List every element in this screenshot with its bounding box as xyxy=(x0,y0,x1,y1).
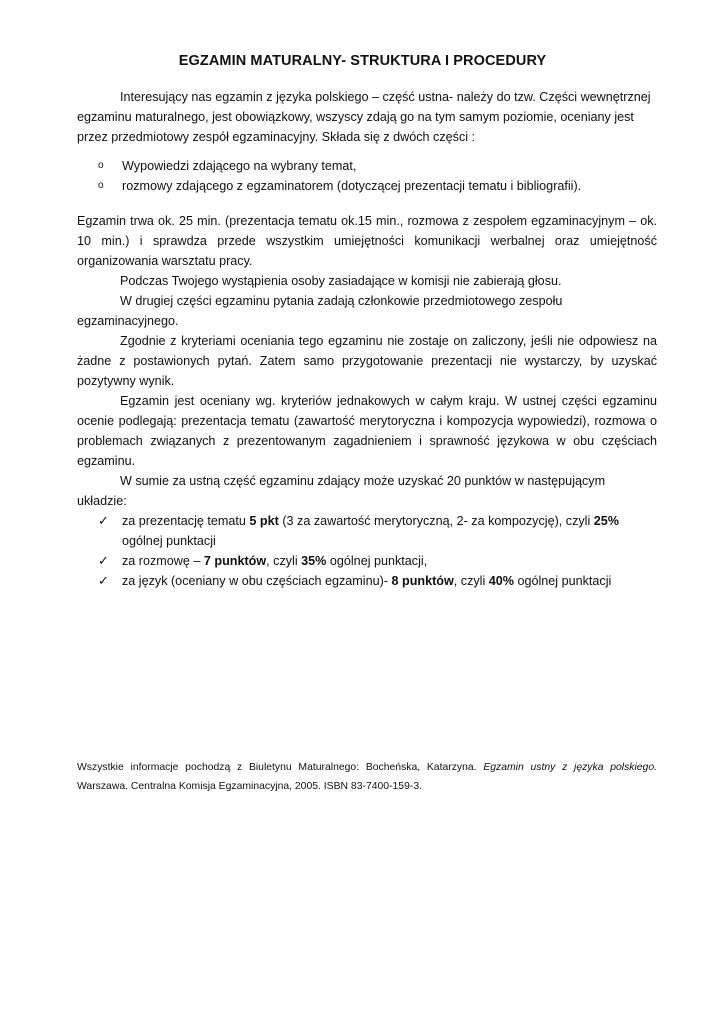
scoring-text: za rozmowę – xyxy=(122,554,204,568)
criteria-paragraph: Zgodnie z kryteriami oceniania tego egzaminu nie zostaje on zaliczony, jeśli nie odpowiesz na żadne z postawionych pytań. Zatem samo przygotowanie prezentacji nie wystarczy, by uzyskać pozytywny wynik. xyxy=(77,334,657,388)
scoring-points: 5 pkt xyxy=(249,514,279,528)
list-item-text: Wypowiedzi zdającego na wybrany temat, xyxy=(122,159,357,173)
circle-bullet-icon: o xyxy=(98,180,104,191)
scoring-text: za język (oceniany w obu częściach egzaminu)- xyxy=(122,574,392,588)
scoring-text: , czyli xyxy=(453,574,489,588)
scoring-percent: 25% xyxy=(593,514,619,528)
intro-paragraph: Interesujący nas egzamin z języka polskiego – część ustna- należy do tzw. Części wewnętrznej egzaminu maturalnego, jest obowiązkowy, wszyscy zdają go na tym samym poziomie, oceniany jest przez przedmiotowy zespół egzaminacyjny. Składa się z dwóch części : xyxy=(77,90,651,144)
footnote-text: Wszystkie informacje pochodzą z Biuletynu Maturalnego: Bocheńska, Katarzyna. xyxy=(77,762,484,773)
intro-block xyxy=(77,87,657,147)
checkmark-icon: ✓ xyxy=(98,553,109,568)
scoring-points: 8 punktów xyxy=(391,574,454,588)
scoring-text: (3 za zawartość merytoryczną, 2- za kompozycję), czyli xyxy=(278,514,594,528)
list-item xyxy=(77,571,657,591)
scoring-percent: 40% xyxy=(488,574,514,588)
scoring-list xyxy=(77,511,657,591)
scoring-text: , czyli xyxy=(266,554,302,568)
points-intro-paragraph: W sumie za ustną część egzaminu zdający może uzyskać 20 punktów w następującym układzie: xyxy=(77,474,606,508)
checkmark-icon: ✓ xyxy=(98,513,109,528)
document-title: EGZAMIN MATURALNY- STRUKTURA I PROCEDURY xyxy=(178,53,547,69)
list-item xyxy=(77,176,657,196)
scoring-text: ogólnej punktacji xyxy=(513,574,612,588)
scoring-percent: 35% xyxy=(301,554,327,568)
circle-bullet-icon: o xyxy=(98,160,104,171)
silence-paragraph: Podczas Twojego wystąpienia osoby zasiadające w komisji nie zabierają głosu. xyxy=(120,274,562,288)
scoring-text: ogólnej punktacji, xyxy=(326,554,428,568)
duration-paragraph: Egzamin trwa ok. 25 min. (prezentacja tematu ok.15 min., rozmowa z zespołem egzaminacyjnym – ok. 10 min.) i sprawdza przede wszystkim umiejętności komunikacji werbalnej oraz umiejętność organizowania warsztatu pracy. xyxy=(77,214,657,268)
list-item xyxy=(77,156,657,176)
source-footnote xyxy=(77,758,657,796)
questions-paragraph: W drugiej części egzaminu pytania zadają członkowie przedmiotowego zespołu egzaminacyjnego. xyxy=(77,294,563,328)
footnote-book-title: Egzamin ustny z języka polskiego. xyxy=(483,762,658,773)
footnote-text: Warszawa. Centralna Komisja Egzaminacyjna, 2005. ISBN 83-7400-159-3. xyxy=(77,781,422,792)
checkmark-icon: ✓ xyxy=(98,573,109,588)
list-item xyxy=(77,551,657,571)
scoring-points: 7 punktów xyxy=(203,554,267,568)
list-item-text: rozmowy zdającego z egzaminatorem (dotyczącej prezentacji tematu i bibliografii). xyxy=(122,179,582,193)
main-block xyxy=(77,211,657,591)
exam-parts-list xyxy=(77,156,657,196)
list-item xyxy=(77,511,657,551)
scoring-text: za prezentację tematu xyxy=(122,514,250,528)
assessment-paragraph: Egzamin jest oceniany wg. kryteriów jednakowych w całym kraju. W ustnej części egzaminu ocenie podlegają: prezentacja tematu (zawartość merytoryczna i kompozycja wypowiedzi), rozmowa o problemach związanych z prezentowanym zagadnieniem i sprawność językowa w obu częściach egzaminu. xyxy=(77,394,657,468)
scoring-text: ogólnej punktacji xyxy=(122,534,216,548)
